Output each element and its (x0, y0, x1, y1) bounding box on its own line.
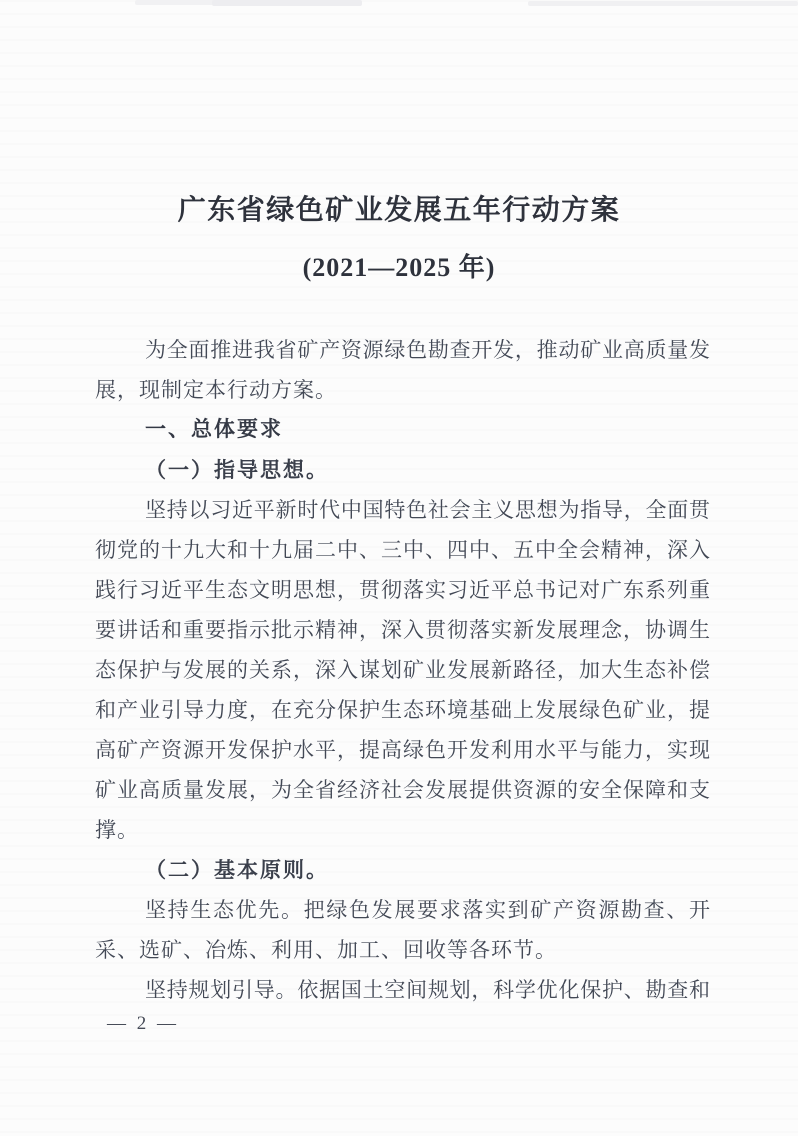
text-line: 展，现制定本行动方案。 (95, 378, 337, 402)
text-line: 高矿产资源开发保护水平，提高绿色开发利用水平与能力，实现 (95, 738, 710, 762)
scan-artifact (528, 1, 798, 6)
text-line: 坚持生态优先。把绿色发展要求落实到矿产资源勘查、开 (145, 898, 710, 922)
document-title: 广东省绿色矿业发展五年行动方案 (177, 195, 621, 226)
text-line: 矿业高质量发展，为全省经济社会发展提供资源的安全保障和支 (95, 778, 710, 802)
text-line: 采、选矿、冶炼、利用、加工、回收等各环节。 (95, 938, 557, 962)
text-line: 撑。 (95, 818, 139, 842)
document-body (95, 330, 710, 1010)
text-line: 践行习近平生态文明思想，贯彻落实习近平总书记对广东系列重 (95, 578, 710, 602)
text-line: 坚持以习近平新时代中国特色社会主义思想为指导，全面贯 (145, 498, 710, 522)
scan-artifact (135, 0, 225, 5)
document-subtitle: (2021—2025 年) (302, 253, 496, 282)
text-line: 和产业引导力度，在充分保护生态环境基础上发展绿色矿业，提 (95, 698, 710, 722)
text-line: 坚持规划引导。依据国土空间规划，科学优化保护、勘查和 (145, 978, 710, 1002)
scan-artifact (212, 0, 362, 6)
subsection-heading: （一）指导思想。 (145, 458, 329, 482)
text-line: 要讲话和重要指示批示精神，深入贯彻落实新发展理念，协调生 (95, 618, 710, 642)
text-line: 为全面推进我省矿产资源绿色勘查开发，推动矿业高质量发 (145, 338, 710, 362)
section-heading: 一、总体要求 (145, 418, 283, 441)
text-line: 态保护与发展的关系，深入谋划矿业发展新路径，加大生态补偿 (95, 658, 710, 682)
text-line: 彻党的十九大和十九届二中、三中、四中、五中全会精神，深入 (95, 538, 710, 562)
page-number: — 2 — (107, 1013, 179, 1034)
subsection-heading: （二）基本原则。 (145, 858, 329, 882)
